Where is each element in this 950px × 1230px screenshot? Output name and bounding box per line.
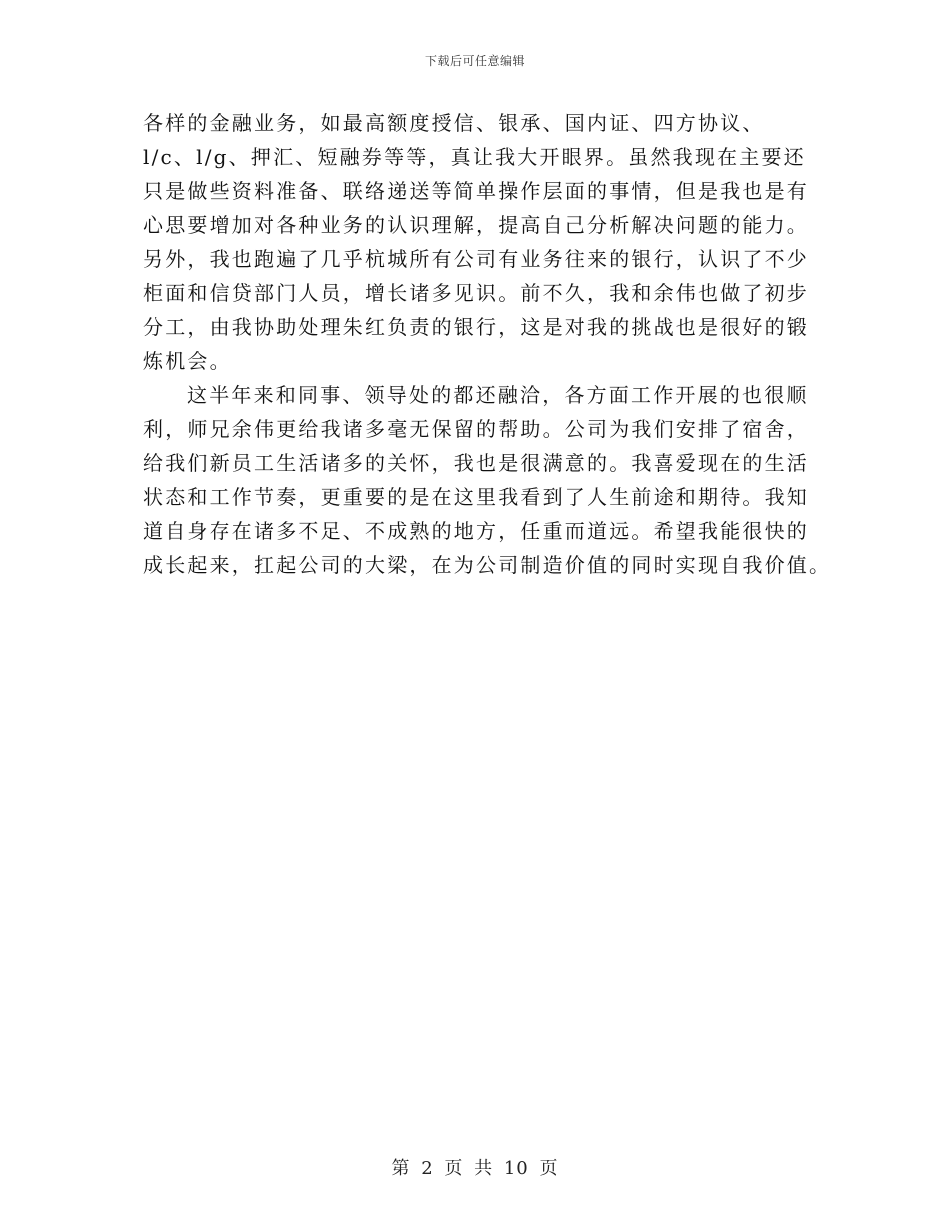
text-line: 炼机会。 [143, 349, 232, 373]
text-line: 各样的金融业务，如最高额度授信、银承、国内证、四方协议、 [143, 111, 765, 135]
text-line: 心思要增加对各种业务的认识理解，提高自己分析解决问题的能力。 [143, 213, 809, 237]
text-line: 给我们新员工生活诸多的关怀，我也是很满意的。我喜爱现在的生活 [143, 451, 809, 475]
text-line: 另外，我也跑遍了几乎杭城所有公司有业务往来的银行，认识了不少 [143, 247, 809, 271]
text-line: 成长起来，扛起公司的大梁，在为公司制造价值的同时实现自我价值。 [143, 553, 832, 577]
document-body [143, 106, 832, 582]
text-line: 利，师兄余伟更给我诸多毫无保留的帮助。公司为我们安排了宿舍， [143, 417, 809, 441]
paragraph-start-line: 这半年来和同事、领导处的都还融洽，各方面工作开展的也很顺 [187, 383, 809, 407]
text-line: 道自身存在诸多不足、不成熟的地方，任重而道远。希望我能很快的 [143, 519, 809, 543]
text-line: 只是做些资料准备、联络递送等简单操作层面的事情，但是我也是有 [143, 179, 809, 203]
text-line: l/c、l/g、押汇、短融券等等，真让我大开眼界。虽然我现在主要还 [143, 145, 806, 169]
text-line: 柜面和信贷部门人员，增长诸多见识。前不久，我和余伟也做了初步 [143, 281, 809, 305]
text-line: 状态和工作节奏，更重要的是在这里我看到了人生前途和期待。我知 [143, 485, 809, 509]
page-header: 下载后可任意编辑 [424, 54, 525, 68]
text-line: 分工，由我协助处理朱红负责的银行，这是对我的挑战也是很好的锻 [143, 315, 809, 339]
page-number-footer: 第 2 页 共 10 页 [391, 1158, 559, 1179]
